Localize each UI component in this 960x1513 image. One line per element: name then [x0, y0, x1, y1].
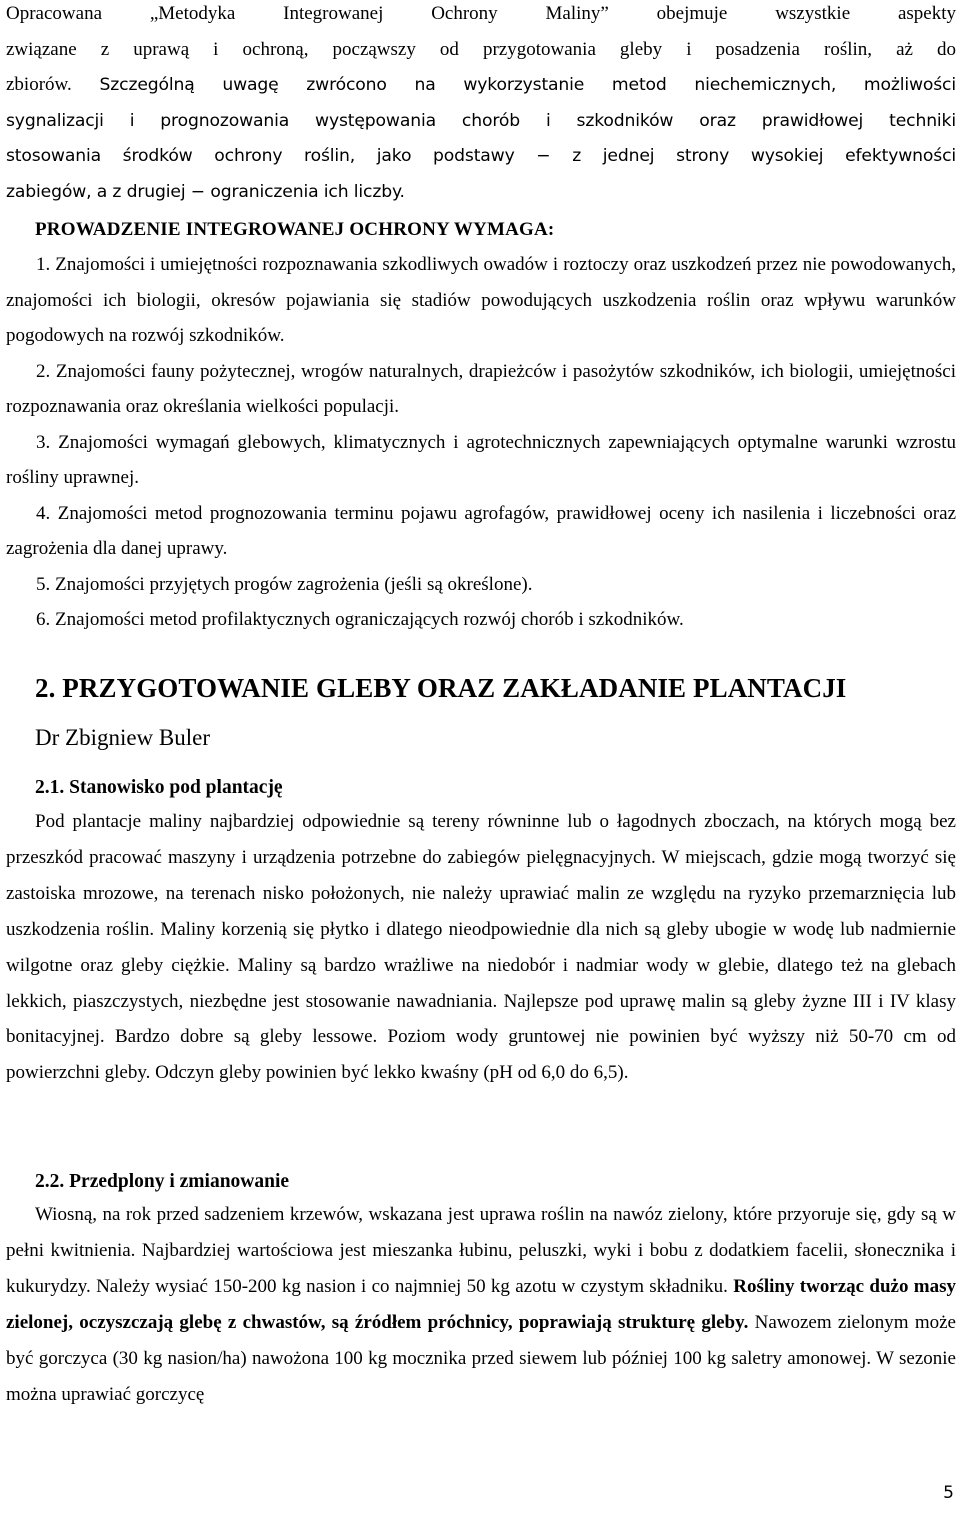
section-2-text-bold: Rośliny tworząc dużo masy zielonej, oczyszczają glebę z chwastów, są źródłem próchnicy, poprawiają strukturę gleby.	[6, 1275, 956, 1333]
chapter-author: Dr Zbigniew Buler	[35, 725, 211, 750]
intro-line-4: sygnalizacji i prognozowania występowania chorób i szkodników oraz prawidłowej techniki	[6, 110, 956, 131]
intro-line-3	[6, 67, 956, 104]
section-2-paragraph	[6, 1197, 956, 1412]
page-number: 5	[943, 1483, 954, 1503]
requirement-item: 6. Znajomości metod profilaktycznych ograniczających rozwój chorób i szkodników.	[36, 609, 684, 630]
section-1-heading: 2.1. Stanowisko pod plantację	[35, 777, 283, 798]
intro-line-3b: Szczególną uwagę zwrócono na wykorzystanie metod niechemicznych, możliwości	[71, 75, 956, 95]
requirements-heading: PROWADZENIE INTEGROWANEJ OCHRONY WYMAGA:	[35, 219, 555, 240]
requirement-item: 2. Znajomości fauny pożytecznej, wrogów naturalnych, drapieżców i pasożytów szkodników, ich biologii, umiejętności rozpoznawania oraz określania wielkości populacji.	[6, 360, 956, 417]
section-2-text-before: Wiosną, na rok przed sadzeniem krzewów, wskazana jest uprawa roślin na nawóz zielony, które przyoruje się, gdy są w pełni kwitnienia. Najbardziej wartościowa jest mieszanka łubinu, peluszki, wyki i bobu z dodatkiem facelii, słonecznika i kukurydzy. Należy wysiać 150-200 kg nasion i co najmniej 50 kg azotu w czystym składniku.	[6, 1204, 956, 1297]
intro-line-1: Opracowana „Metodyka Integrowanej Ochrony Maliny” obejmuje wszystkie aspekty	[6, 3, 956, 24]
requirements-list	[6, 247, 956, 638]
chapter-title: 2. PRZYGOTOWANIE GLEBY ORAZ ZAKŁADANIE PLANTACJI	[35, 673, 847, 703]
intro-line-2: związane z uprawą i ochroną, począwszy od przygotowania gleby i posadzenia roślin, aż do	[6, 38, 956, 60]
requirement-item: 4. Znajomości metod prognozowania terminu pojawu agrofagów, prawidłowej oceny ich nasilenia i liczebności oraz zagrożenia dla danej uprawy.	[6, 502, 956, 559]
intro-line-3a: zbiorów.	[6, 74, 72, 95]
intro-line-5: stosowania środków ochrony roślin, jako podstawy − z jednej strony wysokiej efektywności	[6, 146, 956, 166]
requirement-item: 5. Znajomości przyjętych progów zagrożenia (jeśli są określone).	[36, 573, 533, 595]
requirement-item: 1. Znajomości i umiejętności rozpoznawania szkodliwych owadów i roztoczy oraz uszkodzeń przez nie powodowanych, znajomości ich biologii, okresów pojawiania się stadiów powodujących uszkodzenia roślin oraz wpływu warunków pogodowych na rozwój szkodników.	[6, 254, 956, 346]
section-2-text-after: Nawozem zielonym może być gorczyca (30 kg nasion/ha) nawożona 100 kg mocznika przed siewem lub później 100 kg saletry amonowej. W sezonie można uprawiać gorczycę	[6, 1311, 956, 1405]
intro-paragraph	[6, 0, 956, 210]
section-2-heading: 2.2. Przedplony i zmianowanie	[35, 1171, 290, 1192]
requirement-item: 3. Znajomości wymagań glebowych, klimatycznych i agrotechnicznych zapewniających optymalne warunki wzrostu rośliny uprawnej.	[6, 431, 956, 488]
intro-line-6: zabiegów, a z drugiej − ograniczenia ich liczby.	[6, 181, 405, 202]
section-1-paragraph: Pod plantacje maliny najbardziej odpowiednie są tereny równinne lub o łagodnych zboczach, na których mogą bez przeszkód pracować maszyny i urządzenia potrzebne do zabiegów pielęgnacyjnych. W miejscach, gdzie mogą tworzyć się zastoiska mrozowe, na terenach nisko położonych, nie należy uprawiać malin ze względu na ryzyko przemarznięcia lub uszkodzenia roślin. Maliny korzenią się płytko i dlatego nieodpowiednie dla nich są gleby ubogie w wodę lub nadmiernie wilgotne oraz gleby ciężkie. Maliny są bardzo wrażliwe na niedobór i nadmiar wody w glebie, dlatego też na glebach lekkich, piaszczystych, niezbędne jest stosowanie nawadniania. Najlepsze pod uprawę malin są gleby żyzne III i IV klasy bonitacyjnej. Bardzo dobre są gleby lessowe. Poziom wody gruntowej nie powinien być wyższy niż 50-70 cm od powierzchni gleby. Odczyn gleby powinien być lekko kwaśny (pH od 6,0 do 6,5).	[6, 811, 956, 1084]
